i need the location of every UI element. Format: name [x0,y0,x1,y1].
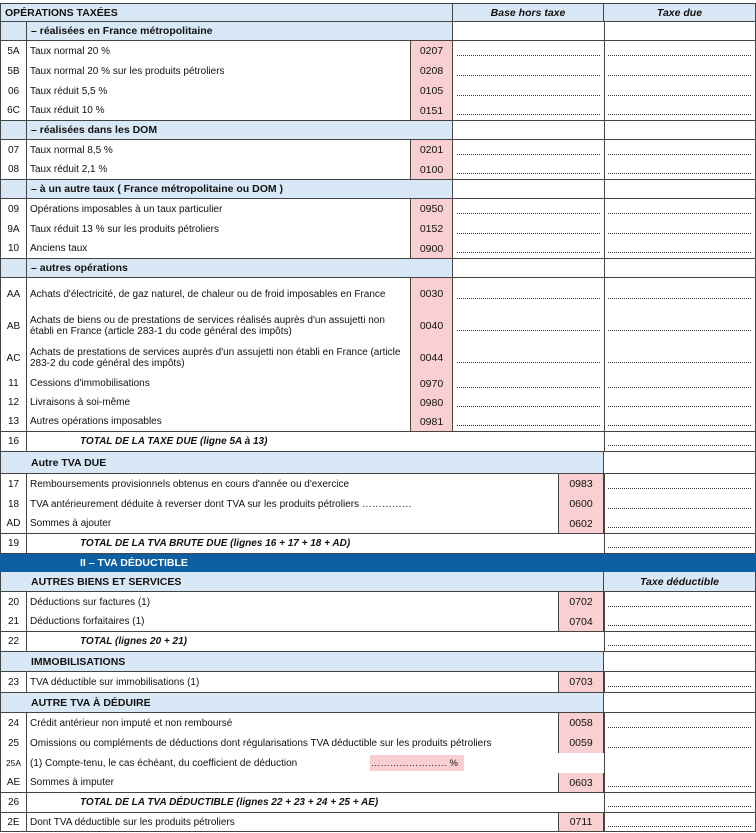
column-header-base: Base hors taxe [453,4,604,21]
row-number: 18 [0,494,27,514]
base-input[interactable] [453,278,604,310]
box-code: 0152 [410,219,453,239]
subheader-row [0,693,756,713]
subheader-metro: – réalisées en France métropolitaine [27,22,453,40]
tax-input[interactable] [604,432,756,451]
box-code: 0970 [410,374,453,393]
box-code: 0900 [410,239,453,258]
total-label: TOTAL DE LA TVA BRUTE DUE (lignes 16 + 17 + 18 + AD) [80,538,351,549]
row-label: Taux réduit 13 % sur les produits pétroliers [30,223,219,235]
tax-input[interactable] [604,494,756,514]
base-input[interactable] [453,101,604,120]
row-label: TVA déductible sur immobilisations (1) [30,676,200,688]
tax-input[interactable] [604,310,756,342]
table-row [0,61,756,81]
subheader-row [0,652,756,672]
box-code: 0040 [410,310,453,342]
tax-input[interactable] [604,393,756,412]
row-number: 09 [0,199,27,219]
tax-input[interactable] [604,278,756,310]
row-number: 07 [0,140,27,160]
tax-input[interactable] [604,793,756,812]
tax-input[interactable] [604,733,756,753]
row-number: 12 [0,393,27,412]
row-label: (1) Compte-tenu, le cas échéant, du coefficient de déduction [30,757,298,769]
base-input[interactable] [453,374,604,393]
row-label: Taux réduit 10 % [30,105,105,116]
table-row [0,713,756,733]
row-label: Taux normal 20 % sur les produits pétroliers [30,65,225,77]
tax-input[interactable] [604,773,756,792]
box-code: 0600 [558,494,604,514]
row-label: Cessions d'immobilisations [30,378,150,389]
section-bar [0,554,756,572]
table-row [0,101,756,121]
tax-input[interactable] [604,713,756,733]
row-label: Autres opérations imposables [30,416,162,427]
subheader-dom: – réalisées dans les DOM [27,121,453,139]
subheader-row [0,572,756,592]
row-label: Sommes à ajouter [30,518,112,529]
row-label: Déductions forfaitaires (1) [30,616,145,627]
table-row [0,239,756,259]
row-number: 25 [0,733,27,753]
row-number: AA [0,278,27,310]
row-number: 22 [0,632,27,651]
total-label: TOTAL DE LA TVA DÉDUCTIBLE (lignes 22 + 23 + 24 + 25 + AE) [80,797,379,808]
base-input[interactable] [453,310,604,342]
row-number: 06 [0,81,27,101]
subheader-immobilisations: IMMOBILISATIONS [0,652,604,671]
row-label: Taux normal 20 % [30,45,111,57]
row-label: Omissions ou compléments de déductions dont régularisations TVA déductible sur les produits pétroliers [30,737,492,749]
tax-input[interactable] [604,199,756,219]
column-header-tax: Taxe due [604,4,756,21]
table-row [0,278,756,310]
total-label: TOTAL DE LA TAXE DUE (ligne 5A à 13) [80,436,268,447]
row-number: AE [0,773,27,792]
row-label: Taux réduit 2,1 % [30,164,108,175]
row-number: 26 [0,793,27,812]
row-label: Livraisons à soi-même [30,397,131,408]
table-row [0,342,756,374]
table-row [0,773,756,793]
table-row [0,733,756,753]
table-row [0,140,756,160]
box-code: 0950 [410,199,453,219]
box-code: 0703 [558,672,604,692]
box-code: 0603 [558,773,604,792]
table-row [0,81,756,101]
tax-input[interactable] [604,41,756,61]
table-row [0,199,756,219]
row-label: Anciens taux [30,243,88,254]
table-row [0,310,756,342]
row-label: Opérations imposables à un taux particulier [30,203,223,215]
row-number: 24 [0,713,27,733]
table-row [0,494,756,514]
base-input[interactable] [453,412,604,431]
total-label: TOTAL (lignes 20 + 21) [80,636,187,647]
base-input[interactable] [453,393,604,412]
row-number: 17 [0,474,27,494]
section-header-row [0,3,756,22]
box-code: 0151 [410,101,453,120]
row-label: TVA antérieurement déduite à reverser dont TVA sur les produits pétroliers …………… [30,498,412,510]
base-input[interactable] [453,342,604,374]
column-header-deductible: Taxe déductible [604,572,756,591]
subheader-row [0,121,756,140]
base-input[interactable] [453,61,604,81]
tax-input[interactable] [604,101,756,120]
tax-input[interactable] [604,514,756,533]
box-code: 0105 [410,81,453,101]
base-input[interactable] [453,140,604,160]
row-number: 20 [0,592,27,612]
subheader-other-ops: – autres opérations [27,259,453,277]
base-input[interactable] [453,239,604,258]
tax-input[interactable] [604,61,756,81]
row-label: Dont TVA déductible sur les produits pétroliers [30,816,235,828]
row-number: 2E [0,813,27,831]
row-number: AB [0,310,27,342]
tax-input[interactable] [604,140,756,160]
section-title-deductible: II – TVA DÉDUCTIBLE [0,554,756,572]
row-number: 6C [0,101,27,120]
box-code: 0981 [410,412,453,431]
deduction-coefficient-input[interactable]: …………………… % [370,755,464,771]
box-code: 0983 [558,474,604,494]
table-row [0,514,756,534]
row-number: 23 [0,672,27,692]
table-row [0,219,756,239]
subheader-row [0,180,756,199]
row-number: AC [0,342,27,374]
box-code: 0058 [558,713,604,733]
table-row [0,160,756,180]
tax-input[interactable] [604,374,756,393]
tax-input[interactable] [604,474,756,494]
box-code: 0030 [410,278,453,310]
row-number: 19 [0,534,27,553]
tax-input[interactable] [604,219,756,239]
row-label: Crédit antérieur non imputé et non remboursé [30,717,233,729]
tax-input[interactable] [604,412,756,431]
base-input[interactable] [453,219,604,239]
total-row [0,432,756,452]
row-number: 5B [0,61,27,81]
box-code: 0704 [558,612,604,631]
table-row [0,753,756,773]
box-code: 0702 [558,592,604,612]
table-row [0,374,756,393]
box-code: 0207 [410,41,453,61]
table-row [0,412,756,432]
row-number: 21 [0,612,27,631]
row-label: Achats de biens ou de prestations de services réalisés auprès d'un assujetti non établi en France (article 283-1 du code général des impôts) [30,315,385,337]
base-input[interactable] [453,81,604,101]
subheader-other-rate: – à un autre taux ( France métropolitaine ou DOM ) [27,180,453,198]
tax-input[interactable] [604,672,756,692]
table-row [0,474,756,494]
tax-input[interactable] [604,342,756,374]
row-number: 13 [0,412,27,431]
row-label: Déductions sur factures (1) [30,596,151,608]
table-row [0,41,756,61]
subheader-autre-tva-due: Autre TVA DUE [0,452,604,473]
total-row [0,632,756,652]
row-number: 10 [0,239,27,258]
row-number: 25A [0,753,27,773]
row-label: Taux normal 8,5 % [30,144,113,156]
tax-input[interactable] [604,612,756,631]
subheader-row [0,22,756,41]
section-title: OPÉRATIONS TAXÉES [0,4,453,21]
box-code: 0980 [410,393,453,412]
row-label: Remboursements provisionnels obtenus en cours d'année ou d'exercice [30,478,350,490]
row-label: Taux réduit 5,5 % [30,85,108,97]
subheader-autre-tva-deduire: AUTRE TVA À DÉDUIRE [0,693,604,712]
box-code: 0044 [410,342,453,374]
tax-input[interactable] [604,160,756,179]
row-number: 11 [0,374,27,393]
table-row [0,612,756,632]
row-number: 9A [0,219,27,239]
table-row [0,393,756,412]
box-code: 0100 [410,160,453,179]
subheader-autres-biens: AUTRES BIENS ET SERVICES [0,572,604,591]
base-input[interactable] [453,199,604,219]
row-label: Sommes à imputer [30,777,114,788]
tax-input[interactable] [604,813,756,831]
tax-input[interactable] [604,592,756,612]
total-row [0,793,756,813]
subheader-row [0,259,756,278]
base-input[interactable] [453,160,604,179]
row-number: AD [0,514,27,533]
row-label: Achats de prestations de services auprès d'un assujetti non établi en France (article 283-2 du code général des impôts) [30,347,401,369]
row-number: 08 [0,160,27,179]
box-code: 0602 [558,514,604,533]
subheader-row [0,452,756,474]
box-code: 0059 [558,733,604,753]
row-number: 16 [0,432,27,451]
table-row [0,672,756,693]
box-code: 0208 [410,61,453,81]
base-input[interactable] [453,41,604,61]
tax-input[interactable] [604,534,756,553]
row-number: 5A [0,41,27,61]
tax-input[interactable] [604,632,756,651]
tax-input[interactable] [604,239,756,258]
box-code: 0201 [410,140,453,160]
tax-input[interactable] [604,81,756,101]
total-row [0,534,756,554]
row-label: Achats d'électricité, de gaz naturel, de chaleur ou de froid imposables en France [30,288,386,300]
box-code: 0711 [558,813,604,831]
table-row [0,813,756,832]
table-row [0,592,756,612]
